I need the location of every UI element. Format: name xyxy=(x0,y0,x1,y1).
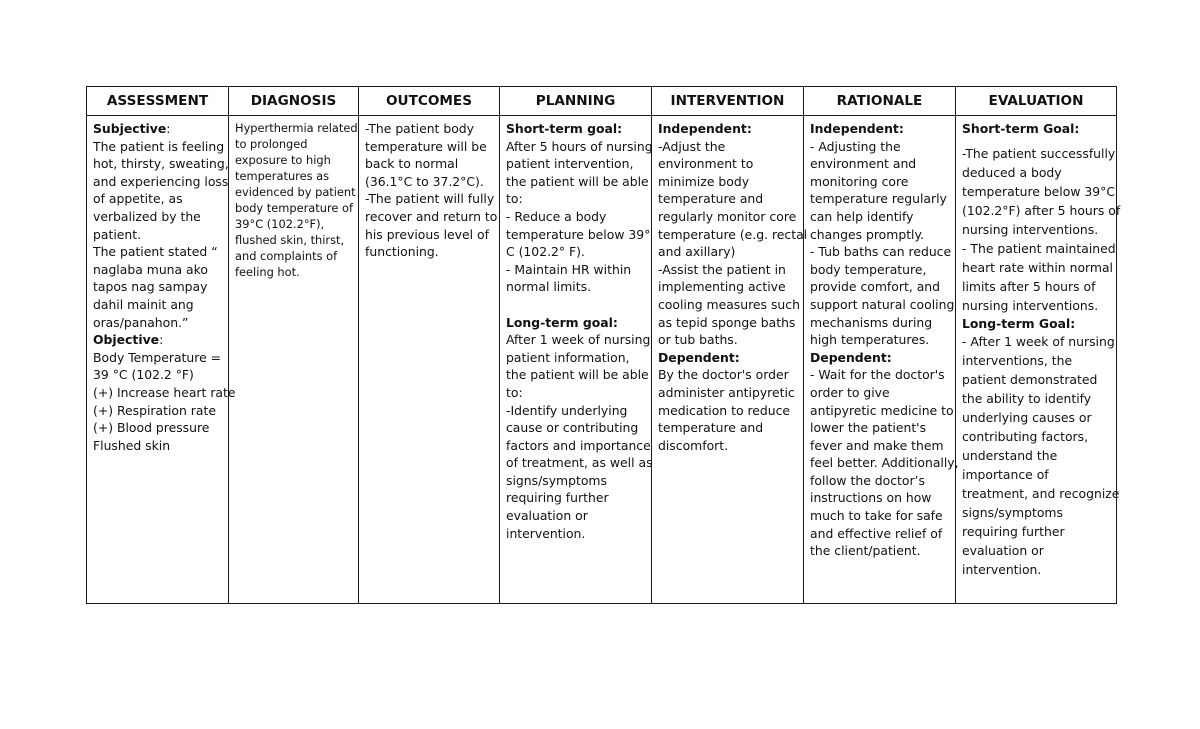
text-line: body temperature, xyxy=(810,261,927,277)
text-line: (+) Respiration rate xyxy=(93,402,216,418)
text-line: temperature will be xyxy=(365,138,487,154)
text-line: minimize body xyxy=(658,173,750,189)
text-line: evaluation or xyxy=(506,508,588,524)
text-line: support natural cooling xyxy=(810,296,955,312)
text-line: 39°C (102.2°F), xyxy=(235,217,325,231)
text-line: temperature (e.g. rectal xyxy=(658,226,808,242)
text-line: temperature below 39° xyxy=(506,226,651,242)
text-line: patient. xyxy=(93,226,142,242)
text-line: signs/symptoms xyxy=(506,472,607,488)
rationale-cell xyxy=(804,116,959,604)
header-diagnosis: DIAGNOSIS xyxy=(229,87,359,116)
text-line: patient information, xyxy=(506,349,630,365)
text-line: -The patient body xyxy=(365,121,474,136)
text-line: environment to xyxy=(658,156,754,172)
short-term-goal-text xyxy=(506,138,653,296)
planning-cell xyxy=(500,116,652,604)
text-line: -The patient successfully xyxy=(962,145,1116,161)
subjective-text xyxy=(93,138,229,332)
evaluation-long-term-heading: Long-term Goal: xyxy=(962,315,1076,331)
text-line: (+) Blood pressure xyxy=(93,420,210,436)
text-line: can help identify xyxy=(810,208,914,224)
text-line: cooling measures such xyxy=(658,296,800,312)
text-line: high temperatures. xyxy=(810,332,930,348)
text-line: feeling hot. xyxy=(235,265,300,279)
text-line: to prolonged xyxy=(235,137,308,151)
evaluation-short-term-heading: Short-term Goal: xyxy=(962,121,1080,136)
text-line: recover and return to xyxy=(365,208,498,224)
text-line: and effective relief of xyxy=(810,525,943,541)
text-line: signs/symptoms xyxy=(962,505,1063,521)
text-line: and axillary) xyxy=(658,244,736,260)
header-rationale: RATIONALE xyxy=(804,87,956,116)
text-line: evidenced by patient xyxy=(235,185,356,199)
text-line: instructions on how xyxy=(810,490,932,506)
text-line: - Reduce a body xyxy=(506,208,607,224)
text-line: temperature and xyxy=(658,191,764,207)
intervention-independent-text xyxy=(658,138,808,349)
outcomes-text xyxy=(365,120,498,261)
text-line: administer antipyretic xyxy=(658,384,795,400)
text-line: (102.2°F) after 5 hours of xyxy=(962,202,1121,218)
text-line: - Adjusting the xyxy=(810,138,901,154)
long-term-goal-heading: Long-term goal: xyxy=(506,314,618,330)
text-line: discomfort. xyxy=(658,437,729,453)
rationale-independent-heading: Independent: xyxy=(810,121,904,136)
text-line: his previous level of xyxy=(365,226,489,242)
text-line: oras/panahon.” xyxy=(93,314,189,330)
text-line: -Identify underlying xyxy=(506,402,628,418)
text-line: verbalized by the xyxy=(93,208,201,224)
text-line: C (102.2° F). xyxy=(506,244,585,260)
intervention-cell xyxy=(652,116,808,604)
text-line: understand the xyxy=(962,448,1058,464)
text-line: - After 1 week of nursing xyxy=(962,334,1115,350)
assessment-cell xyxy=(87,116,236,604)
header-outcomes: OUTCOMES xyxy=(359,87,500,116)
text-line: -Adjust the xyxy=(658,138,726,154)
text-line: the ability to identify xyxy=(962,391,1092,407)
text-line: patient intervention, xyxy=(506,156,634,172)
text-line: After 5 hours of nursing xyxy=(506,138,653,154)
text-line: Flushed skin xyxy=(93,437,171,453)
text-line: lower the patient's xyxy=(810,420,927,436)
text-line: 39 °C (102.2 °F) xyxy=(93,367,194,383)
text-line: hot, thirsty, sweating, xyxy=(93,156,229,172)
text-line: After 1 week of nursing xyxy=(506,332,651,348)
objective-heading: Objective: xyxy=(93,332,164,348)
spacer xyxy=(506,296,645,314)
text-line: antipyretic medicine to xyxy=(810,402,954,418)
text-line: the patient will be able xyxy=(506,173,649,189)
text-line: of treatment, as well as xyxy=(506,455,653,471)
text-line: -Assist the patient in xyxy=(658,261,786,277)
header-evaluation: EVALUATION xyxy=(956,87,1117,116)
text-line: contributing factors, xyxy=(962,429,1089,445)
text-line: treatment, and recognize xyxy=(962,486,1120,502)
text-line: or tub baths. xyxy=(658,332,738,348)
objective-text xyxy=(93,349,236,455)
text-line: patient demonstrated xyxy=(962,372,1098,388)
text-line: evaluation or xyxy=(962,543,1044,559)
text-line: importance of xyxy=(962,467,1049,483)
rationale-dependent-heading: Dependent: xyxy=(810,349,892,365)
text-line: naglaba muna ako xyxy=(93,261,208,277)
text-line: back to normal xyxy=(365,156,459,172)
header-intervention: INTERVENTION xyxy=(652,87,804,116)
text-line: underlying causes or xyxy=(962,410,1092,426)
header-assessment: ASSESSMENT xyxy=(87,87,229,116)
text-line: requiring further xyxy=(962,524,1065,540)
text-line: environment and xyxy=(810,156,917,172)
subjective-heading: Subjective: xyxy=(93,121,171,136)
text-line: By the doctor's order xyxy=(658,367,789,383)
diagnosis-text xyxy=(235,120,358,280)
content-row xyxy=(87,116,1117,604)
text-line: normal limits. xyxy=(506,279,592,295)
rationale-dependent-text xyxy=(810,366,959,560)
text-line: temperature below 39°C xyxy=(962,183,1116,199)
text-line: The patient stated “ xyxy=(93,244,218,260)
intervention-dependent-heading: Dependent: xyxy=(658,349,740,365)
text-line: temperatures as xyxy=(235,169,330,183)
text-line: - The patient maintained xyxy=(962,240,1116,256)
text-line: temperature regularly xyxy=(810,191,947,207)
text-line: fever and make them xyxy=(810,437,944,453)
text-line: heart rate within normal xyxy=(962,259,1114,275)
text-line: Hyperthermia related xyxy=(235,121,358,135)
text-line: - Wait for the doctor's xyxy=(810,367,945,383)
text-line: tapos nag sampay xyxy=(93,279,208,295)
text-line: factors and importance xyxy=(506,437,651,453)
text-line: mechanisms during xyxy=(810,314,933,330)
rationale-independent-text xyxy=(810,138,955,349)
text-line: feel better. Additionally, xyxy=(810,455,959,471)
text-line: nursing interventions. xyxy=(962,221,1099,237)
text-line: intervention. xyxy=(506,525,586,541)
text-line: cause or contributing xyxy=(506,420,639,436)
text-line: flushed skin, thirst, xyxy=(235,233,345,247)
text-line: and experiencing loss xyxy=(93,173,229,189)
text-line: implementing active xyxy=(658,279,786,295)
text-line: much to take for safe xyxy=(810,508,943,524)
header-planning: PLANNING xyxy=(500,87,652,116)
text-line: interventions, the xyxy=(962,353,1073,369)
text-line: to: xyxy=(506,384,523,400)
text-line: requiring further xyxy=(506,490,609,506)
text-line: order to give xyxy=(810,384,890,400)
text-line: body temperature of xyxy=(235,201,353,215)
text-line: intervention. xyxy=(962,562,1042,578)
text-line: the patient will be able xyxy=(506,367,649,383)
text-line: - Maintain HR within xyxy=(506,261,632,277)
text-line: dahil mainit ang xyxy=(93,296,194,312)
text-line: (+) Increase heart rate xyxy=(93,384,236,400)
evaluation-long-term-text xyxy=(962,332,1120,579)
text-line: follow the doctor’s xyxy=(810,472,925,488)
intervention-dependent-text xyxy=(658,366,797,454)
text-line: and complaints of xyxy=(235,249,338,263)
text-line: nursing interventions. xyxy=(962,297,1099,313)
text-line: as tepid sponge baths xyxy=(658,314,796,330)
diagnosis-cell xyxy=(229,116,359,604)
short-term-goal-heading: Short-term goal: xyxy=(506,121,623,136)
evaluation-cell xyxy=(956,116,1121,604)
text-line: medication to reduce xyxy=(658,402,791,418)
text-line: regularly monitor core xyxy=(658,208,797,224)
text-line: - Tub baths can reduce xyxy=(810,244,952,260)
text-line: changes promptly. xyxy=(810,226,925,242)
text-line: the client/patient. xyxy=(810,543,921,559)
text-line: The patient is feeling xyxy=(93,138,225,154)
nursing-care-plan-table xyxy=(86,86,1121,604)
text-line: to: xyxy=(506,191,523,207)
text-line: temperature and xyxy=(658,420,764,436)
text-line: (36.1°C to 37.2°C). xyxy=(365,173,484,189)
long-term-goal-text xyxy=(506,331,653,542)
text-line: monitoring core xyxy=(810,173,909,189)
text-line: functioning. xyxy=(365,244,439,260)
text-line: deduced a body xyxy=(962,164,1062,180)
text-line: -The patient will fully xyxy=(365,191,495,207)
text-line: Body Temperature = xyxy=(93,349,222,365)
header-row xyxy=(87,87,1117,116)
text-line: provide comfort, and xyxy=(810,279,941,295)
text-line: limits after 5 hours of xyxy=(962,278,1096,294)
intervention-independent-heading: Independent: xyxy=(658,121,752,136)
text-line: exposure to high xyxy=(235,153,331,167)
outcomes-cell xyxy=(359,116,500,604)
text-line: of appetite, as xyxy=(93,191,183,207)
evaluation-short-term-text xyxy=(962,144,1121,315)
